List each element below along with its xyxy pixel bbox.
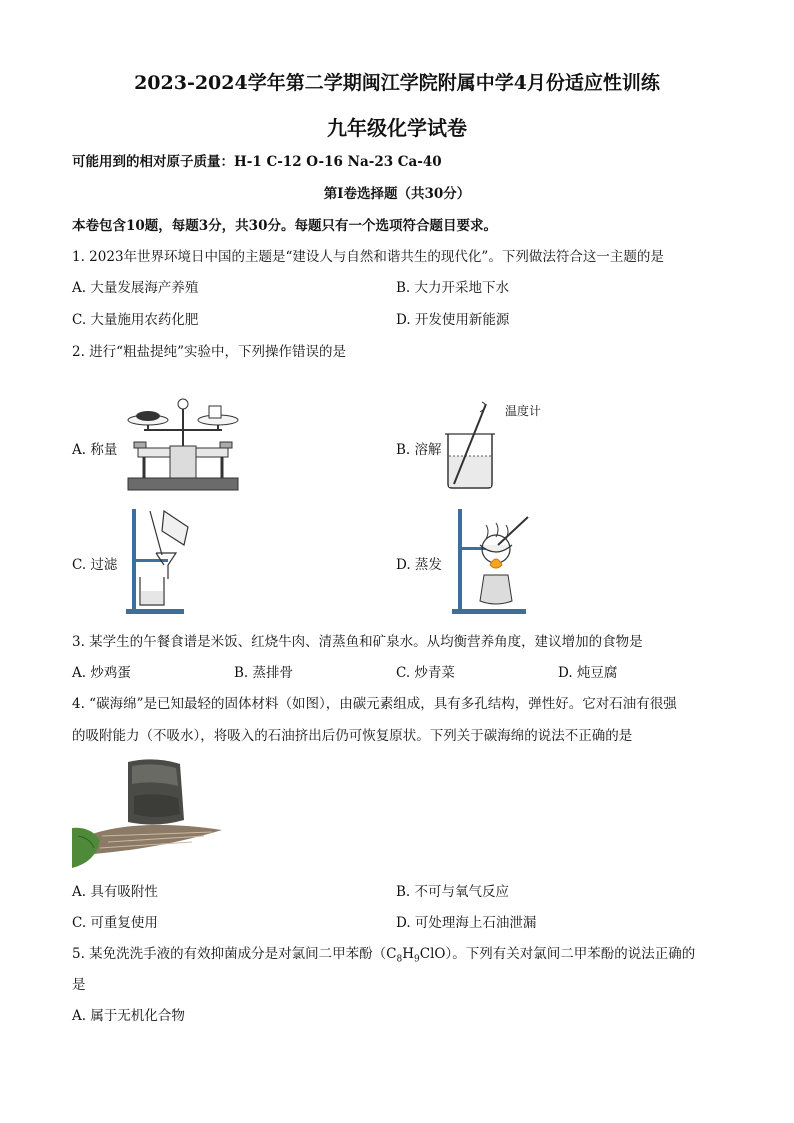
thermometer-label: 温度计 (505, 404, 542, 418)
question-3-option-a[interactable]: A. 炒鸡蛋 (72, 665, 131, 681)
question-5-option-a[interactable]: A. 属于无机化合物 (72, 1008, 185, 1024)
question-4-stem-line1: 4. “碳海绵”是已知最轻的固体材料（如图），由碳元素组成，具有多孔结构，弹性好。它对石油有很强 (72, 696, 677, 712)
question-3-option-d[interactable]: D. 炖豆腐 (558, 665, 618, 681)
question-2-option-a[interactable]: A. 称量 (72, 442, 118, 458)
question-3-stem: 3. 某学生的午餐食谱是米饭、红烧牛肉、清蒸鱼和矿泉水。从均衡营养角度，建议增加的食物是 (72, 634, 643, 650)
question-2-option-b[interactable]: B. 溶解 (396, 442, 442, 458)
formula-rest: ClO (419, 946, 446, 962)
exam-title: 2023-2024学年第二学期闽江学院附属中学4月份适应性训练 (134, 72, 660, 94)
question-2-option-c[interactable]: C. 过滤 (72, 557, 118, 573)
formula-h: H (402, 946, 415, 962)
question-2-stem: 2. 进行“粗盐提纯”实验中，下列操作错误的是 (72, 344, 346, 360)
question-5-stem-line2: 是 (72, 977, 86, 993)
question-3-option-b[interactable]: B. 蒸排骨 (234, 665, 294, 681)
question-1-stem: 1. 2023年世界环境日中国的主题是“建设人与自然和谐共生的现代化”。下列做法符合这一主题的是 (72, 249, 664, 265)
formula-c: C (386, 946, 397, 962)
question-4-option-b[interactable]: B. 不可与氧气反应 (396, 884, 510, 900)
question-1-option-d[interactable]: D. 开发使用新能源 (396, 312, 510, 328)
question-3-option-c[interactable]: C. 炒青菜 (396, 665, 455, 681)
section-instruction: 本卷包含10题，每题3分，共30分。每题只有一个选项符合题目要求。 (72, 218, 497, 234)
formula-h-subscript: 9 (414, 954, 420, 965)
question-4-option-c[interactable]: C. 可重复使用 (72, 915, 158, 931)
question-5-stem-part2: ）。下列有关对氯间二甲苯酚的说法正确的 (445, 946, 696, 962)
dissolving-figure (442, 398, 502, 490)
question-4-option-d[interactable]: D. 可处理海上石油泄漏 (396, 915, 537, 931)
balance-scale-figure (124, 396, 242, 494)
filtration-figure (122, 505, 194, 615)
section-title: 第Ⅰ卷选择题（共30分） (323, 186, 471, 202)
exam-subtitle: 九年级化学试卷 (327, 116, 467, 140)
question-1-option-a[interactable]: A. 大量发展海产养殖 (72, 280, 199, 296)
question-4-option-a[interactable]: A. 具有吸附性 (72, 884, 158, 900)
evaporation-figure (450, 505, 536, 615)
question-4-stem-line2: 的吸附能力（不吸水），将吸入的石油挤出后仍可恢复原状。下列关于碳海绵的说法不正确的是 (72, 728, 633, 744)
atomic-masses: 可能用到的相对原子质量：H-1 C-12 O-16 Na-23 Ca-40 (72, 154, 442, 170)
carbon-sponge-photo (72, 756, 228, 868)
question-2-option-d[interactable]: D. 蒸发 (396, 557, 442, 573)
question-5-stem-part1: 5. 某免洗洗手液的有效抑菌成分是对氯间二甲苯酚（ (72, 946, 387, 962)
formula-c-subscript: 8 (396, 954, 403, 965)
question-1-option-c[interactable]: C. 大量施用农药化肥 (72, 312, 199, 328)
question-5-stem-line1 (72, 942, 695, 965)
question-1-option-b[interactable]: B. 大力开采地下水 (396, 280, 510, 296)
